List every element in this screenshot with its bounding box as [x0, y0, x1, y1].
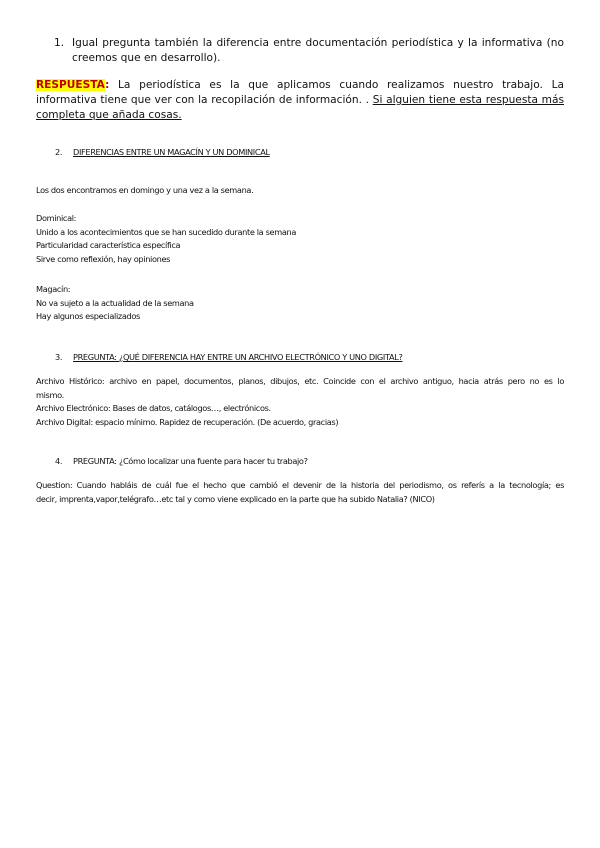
- question-4-heading: [36, 455, 564, 469]
- question-2-title: DIFERENCIAS ENTRE UN MAGACÍN Y UN DOMINICAL: [73, 147, 270, 157]
- magacin-section: [36, 283, 564, 324]
- question-2-intro: Los dos encontramos en domingo y una vez a la semana.: [36, 185, 254, 195]
- question-4-line: decir, imprenta,vapor,telégrafo…etc tal y como viene explicado en la parte que ha subido Natalia? (NICO): [36, 493, 435, 504]
- dominical-section: [36, 212, 564, 266]
- question-1-text: [72, 36, 564, 66]
- question-2-number: 2.: [55, 147, 63, 157]
- question-1-line-2: creemos que en desarrollo).: [72, 52, 221, 64]
- question-2-heading: [36, 146, 564, 160]
- dominical-item: Sirve como reflexión, hay opiniones: [36, 253, 171, 264]
- magacin-item: Hay algunos especializados: [36, 311, 140, 321]
- question-4-number: 4.: [55, 456, 63, 466]
- question-3-heading: [36, 351, 564, 365]
- archivo-electronico-line: Archivo Electrónico: Bases de datos, catálogos…, electrónicos.: [36, 403, 271, 413]
- answer-underlined-note: Si alguien tiene esta respuesta más completa que añada cosas.: [36, 94, 564, 121]
- answer-paragraph: [36, 78, 564, 123]
- magacin-label: Magacín:: [36, 284, 71, 294]
- question-4-line: Question: Cuando habláis de cuál fue el hecho que cambió el devenir de la historia del periodismo, os referís a la tecnología; es: [36, 480, 564, 490]
- archivo-historico-line-cont: mismo.: [36, 389, 64, 400]
- question-1-number: 1.: [54, 37, 65, 49]
- question-1: [36, 36, 564, 66]
- question-3-answer: [36, 375, 564, 429]
- archivo-historico-line: Archivo Histórico: archivo en papel, documentos, planos, dibujos, etc. Coincide con el archivo antiguo, hacia atrás pero no es lo: [36, 376, 564, 386]
- answer-text: La periodística es la que aplicamos cuando realizamos nuestro trabajo. La informativa tiene que ver con la recopilación de información. .: [36, 79, 564, 106]
- question-1-row: [36, 36, 564, 66]
- answer-label: RESPUESTA: [36, 79, 106, 91]
- question-4-title: PREGUNTA: ¿Cómo localizar una fuente para hacer tu trabajo?: [73, 456, 308, 466]
- question-4-answer: [36, 479, 564, 506]
- answer-colon: :: [105, 79, 110, 91]
- dominical-label: Dominical:: [36, 213, 77, 223]
- question-1-line-1: Igual pregunta también la diferencia entre documentación periodística y la informativa (no: [72, 37, 564, 49]
- magacin-item: No va sujeto a la actualidad de la semana: [36, 297, 194, 308]
- dominical-item: Particularidad característica específica: [36, 240, 181, 250]
- question-3-number: 3.: [55, 352, 63, 362]
- question-3-title: PREGUNTA: ¿QUÉ DIFERENCIA HAY ENTRE UN ARCHIVO ELECTRÓNICO Y UNO DIGITAL?: [73, 352, 403, 362]
- archivo-digital-line: Archivo Digital: espacio mínimo. Rapidez de recuperación. (De acuerdo, gracias): [36, 416, 339, 427]
- dominical-item: Unido a los acontecimientos que se han sucedido durante la semana: [36, 226, 297, 237]
